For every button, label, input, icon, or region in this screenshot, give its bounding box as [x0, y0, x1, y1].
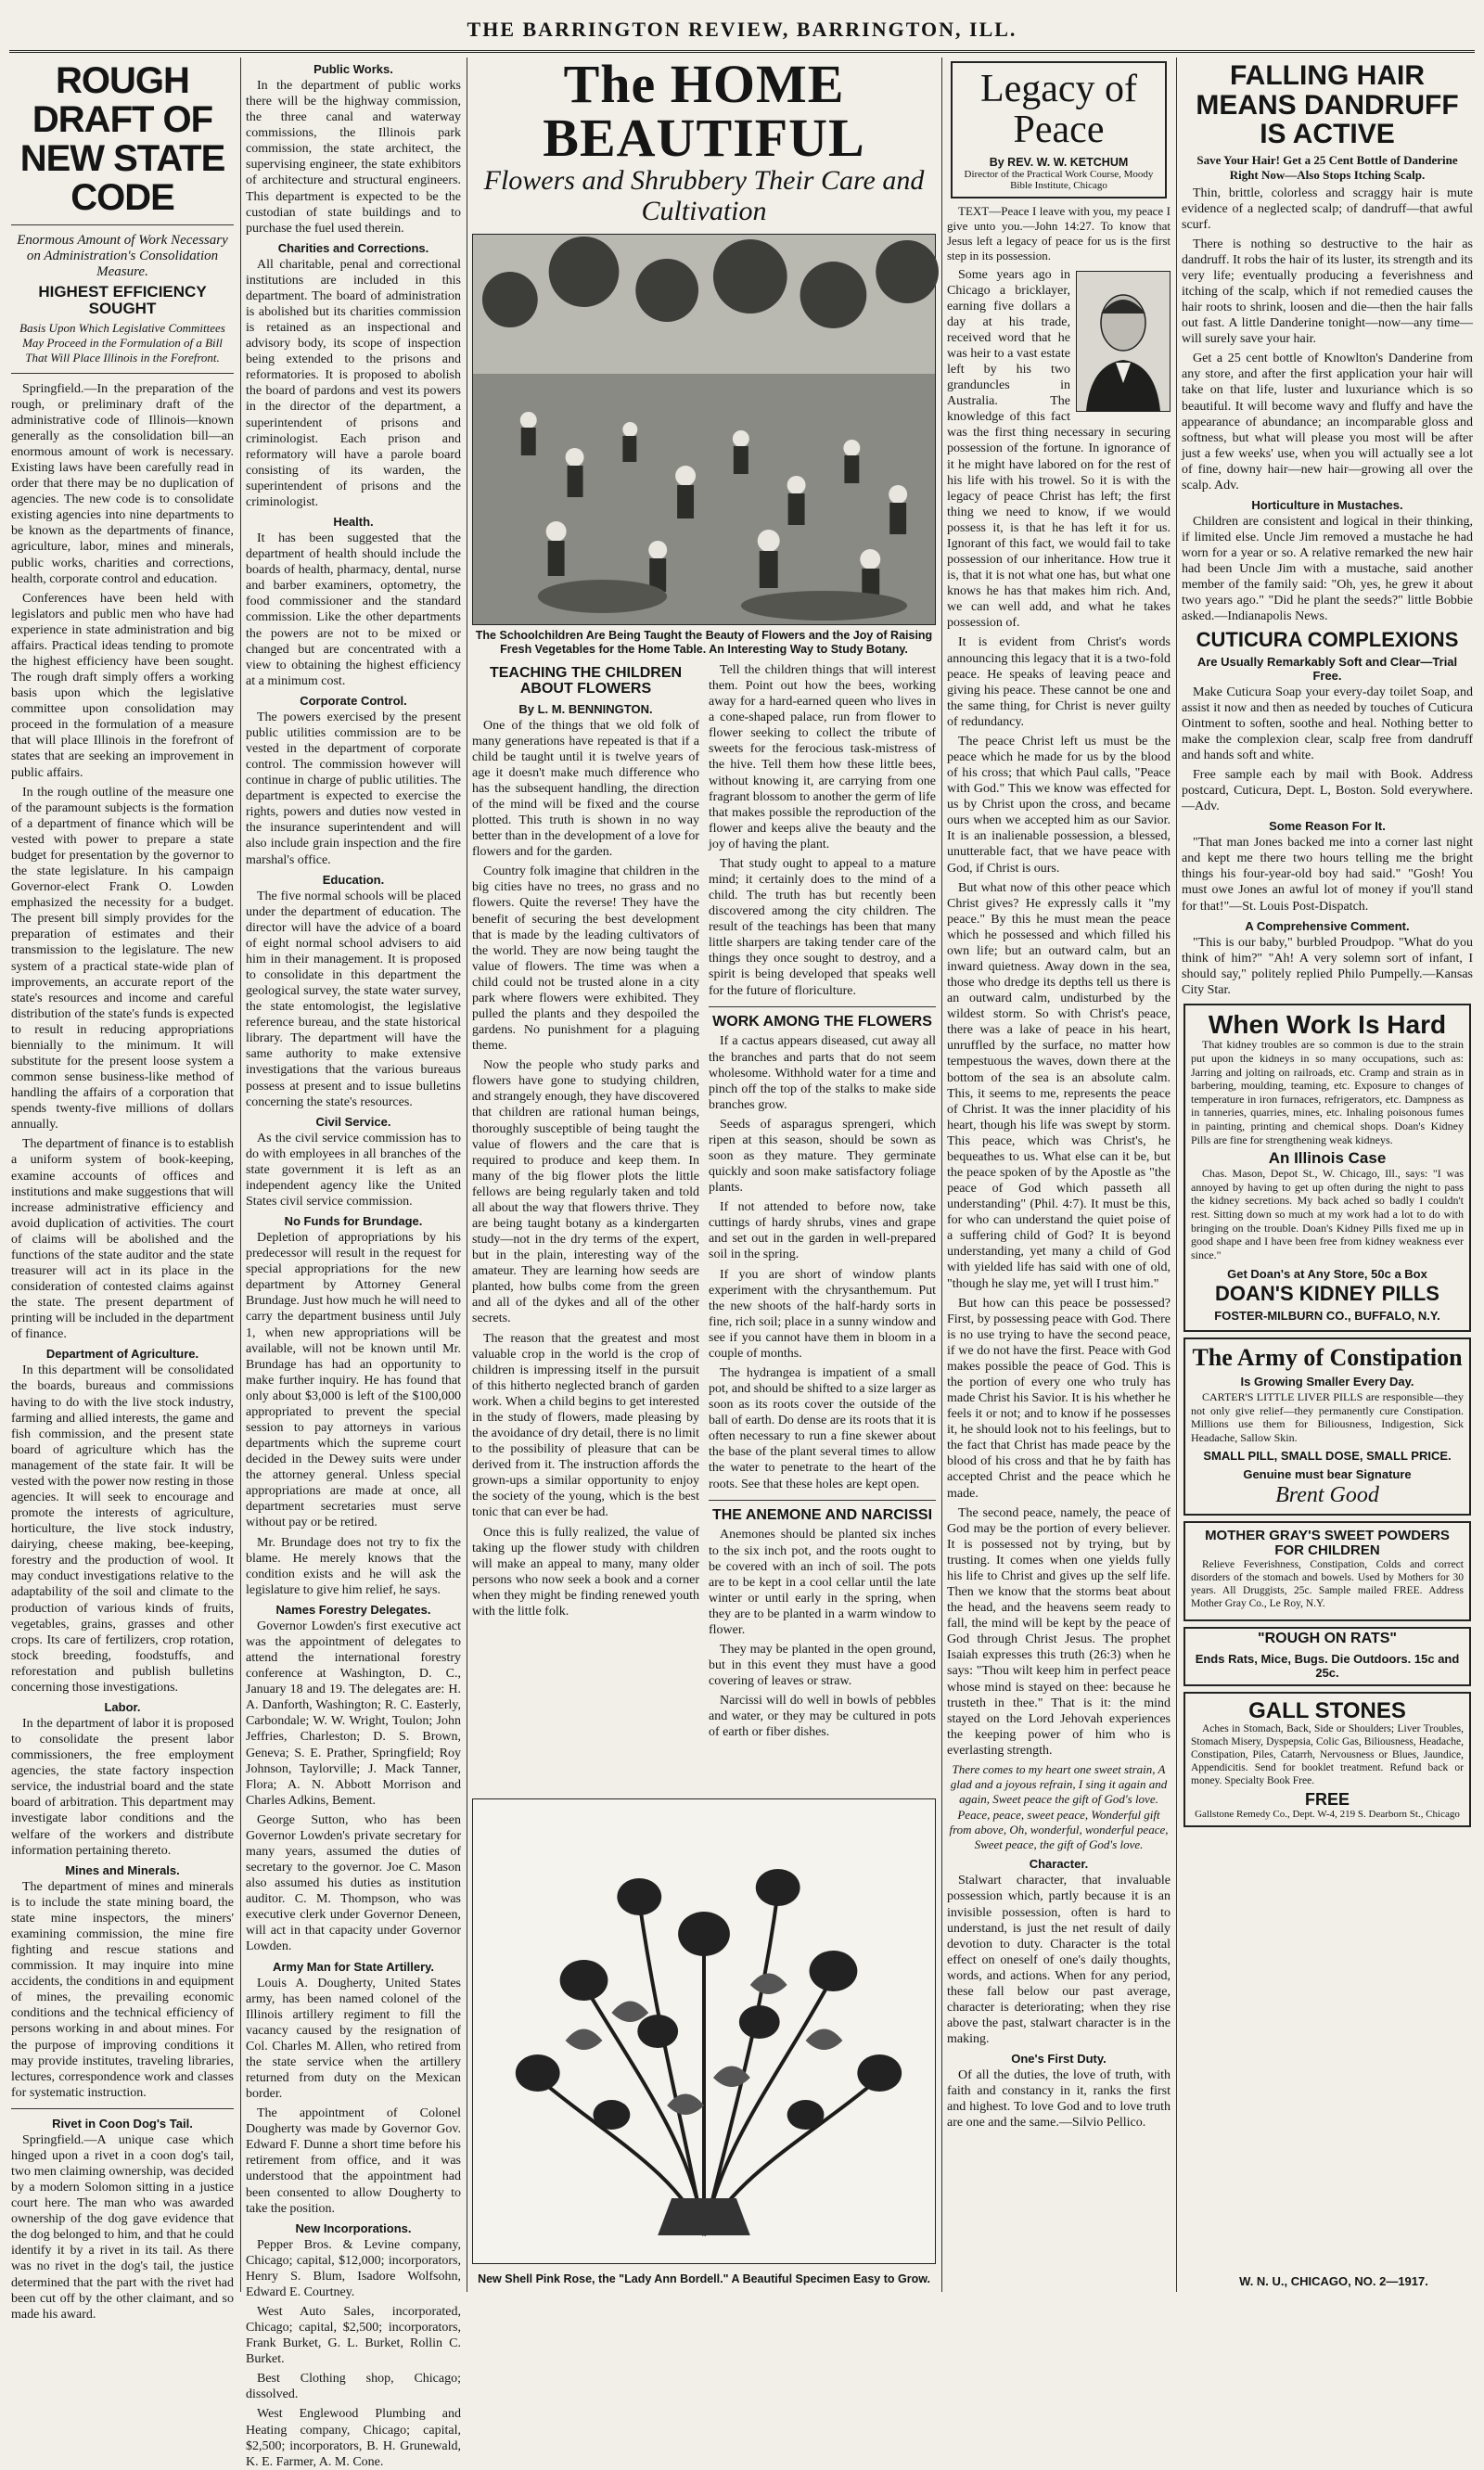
deck: Enormous Amount of Work Necessary on Administration's Consolidation Measure.	[17, 233, 228, 279]
paragraph: The department of finance is to establish a uniform system of book-keeping, examine accounts of offices and institutions and make suggestions that will increase administrative efficiency and avoid duplication of activities. The court of claims will be abolished and the functions of the state auditor and the state treasurer will act in its place in the consideration of contested claims against the state. The present department of printing will be included in the department of finance.	[11, 1137, 234, 1342]
paragraph: Governor Lowden's first executive act was the appointment of delegates to attend the international forestry conference at Washington, D. C., January 18 and 19. The delegates are: H. A. Danforth, Washington; R. C. Easterly, Carbondale; W. W. Wright, Toulon; John Jeffries, Charleston; D. S. Brown, Geneva; S. E. Prather, Springfield; Roy Johnson, Taylorville; J. Mack Tanner, Flora; A. N. Abbott Morrison and Charles Adkins, Bement.	[246, 1619, 461, 1808]
paragraph: Anemones should be planted six inches to the six inch pot, and the roots ought to be covered with an inch of soil. The pots are to be kept in a cool cellar until the late winter or until early in the spring, when they are to be planted in a warm window to flower.	[709, 1528, 936, 1637]
ketchum-portrait	[1076, 271, 1171, 412]
paragraph: The peace Christ left us must be the peace which he made for us by the blood of his cross; that which Paul calls, "Peace with God." This we know was effected for us by Christ upon the cross, and became ours when we accepted him as our Savior. It is an inalienable possession, a blessed, unutterable fact, that we have peace with God, if Christ is ours.	[947, 734, 1171, 876]
paragraph: Of all the duties, the love of truth, with faith and constancy in it, ranks the first and highest. To love God and to love truth are one and the same.—Silvio Pellico.	[947, 2068, 1171, 2131]
paragraph: Conferences have been held with legislators and public men who have had experience in state administration and big affairs. Practical ideas tending to promote the highest efficiency have been sought. The rough draft simply offers a working basis upon which the legislative committee upon consolidation may proceed in the formulation of a measure that will place Illinois in the forefront of states that are seeking an improvement in public affairs.	[11, 591, 234, 780]
mother-grays-ad	[1183, 1521, 1471, 1621]
section-heading: Civil Service.	[315, 1114, 391, 1129]
doans-brand: DOAN'S KIDNEY PILLS	[1215, 1281, 1439, 1305]
gall-stones-title: GALL STONES	[1248, 1697, 1406, 1723]
column-rule	[941, 58, 942, 2292]
section-heading: Charities and Corrections.	[277, 240, 429, 255]
section-heading: Department of Agriculture.	[45, 1347, 199, 1362]
gall-stones-free: FREE	[1304, 1790, 1350, 1810]
section-heading: A Comprehensive Comment.	[1245, 918, 1410, 933]
paragraph: Children are consistent and logical in their thinking, if limited else. Uncle Jim removed a mustache he had worn for a year or so. A relative remarked the new hair had been Uncle Jim with a mustache, said another member of the family said: "Oh, yes, he grew it about two years ago." "Did he plant the seeds?" little Bobbie asked.—Indianapolis News.	[1182, 514, 1473, 624]
paragraph: All charitable, penal and correctional institutions are included in this department. The board of administration is abolished but its charities commission is retained as an inspectional and advisory body, its scope of inspection being extended to the prisons and reformatories. It is proposed to abolish the board of pardons and vest its powers in the director of the department, a superintendent of prisons and criminologist. Each prison and reformatory will have a parole board consisting of its warden, the superintendent of prisons and the criminologist.	[246, 257, 461, 509]
section-heading: Army Man for State Artillery.	[272, 1959, 435, 1974]
carters-ad-title: The Army of Constipation	[1192, 1343, 1463, 1371]
gall-stones-address: Gallstone Remedy Co., Dept. W-4, 219 S. Dearborn St., Chicago	[1195, 1808, 1460, 1820]
paragraph: TEXT—Peace I leave with you, my peace I give unto you.—John 14:27. To know that Jesus left a legacy of peace for us is the first step in its possession.	[947, 204, 1171, 262]
headline-state-code: ROUGH DRAFT OF NEW STATE CODE	[19, 60, 225, 218]
paragraph: Country folk imagine that children in the big cities have no trees, no grass and no flowers. Quite the reverse! They have the benefit of securing the best development that is made by the leading cultivators of the world. They are now being taught the value of flowers. The time was when a child could not be trusted alone in a city park where flowers were exhibited. They pulled the plants and they despoiled the gardens. No punishment for a plaguing theme.	[472, 864, 699, 1054]
paragraph: Narcissi will do well in bowls of pebbles and water, or they may be cultured in pots of earth or fiber dishes.	[709, 1694, 936, 1740]
paragraph: If not attended to before now, take cuttings of hardy shrubs, vines and grape and set out in the garden in well-prepared soil in the spring.	[709, 1200, 936, 1262]
masthead: THE BARRINGTON REVIEW, BARRINGTON, ILL.	[9, 9, 1475, 53]
ad-text: Relieve Feverishness, Constipation, Colds and correct disorders of the stomach and bowels. Used by Mothers for 30 years. All Druggists, 25c. Sample mailed FREE. Address Mother Gray Co., Le Roy, N.Y.	[1191, 1558, 1464, 1609]
section-heading: Some Reason For It.	[1269, 819, 1386, 834]
column-state-code-continued	[246, 58, 461, 2469]
paragraph: Make Cuticura Soap your every-day toilet Soap, and assist it now and then as needed by touches of Cuticura Ointment to soften, soothe and heal. Nothing better to make the complexion clear, scalp free from dandruff and hands soft and white.	[1182, 685, 1473, 762]
column-state-code	[11, 58, 234, 2322]
section-heading: Horticulture in Mustaches.	[1251, 497, 1403, 512]
home-beautiful-title: The HOME BEAUTIFUL	[543, 54, 865, 168]
ad-text: That kidney troubles are so common is due to the strain put upon the kidneys in so many occupations, such as: Jarring and jolting on railroads, etc. Cramp and strain as in barbering, moulding, teaming, etc. Exposure to changes of temperature in iron furnaces, refrigerators, etc. Dampness as in tanneries, quarries, mines, etc. Inhaling poisonous fumes in painting, printing and chemical shops. Doan's Kidney Pills are fine for strengthening weak kidneys.	[1191, 1038, 1464, 1146]
photo-caption: The Schoolchildren Are Being Taught the Beauty of Flowers and the Joy of Raising Fresh Vegetables for the Home Table. An Interesting Way to Study Botany.	[475, 629, 933, 656]
dandruff-deck: Save Your Hair! Get a 25 Cent Bottle of Danderine Right Now—Also Stops Itching Scalp.	[1196, 152, 1458, 182]
section-heading: Mines and Minerals.	[65, 1862, 180, 1877]
paragraph: The five normal schools will be placed under the department of education. The director will have the advice of a board of eight normal school advisers to aid him in their management. It is proposed to consolidate in this department the geological survey, the state water survey, the state entomologist, the legislative reference bureau, and the state historical library. The department will have the same authority to make extensive investigations that the various bureaus possess at present and to issue bulletins concerning the state's resources.	[246, 889, 461, 1109]
column-advertisements	[1182, 58, 1473, 2264]
paragraph: Now the people who study parks and flowers have gone to studying children, and strangely enough, they have discovered that children are rational human beings, thoroughly susceptible of being taught the value of flowers and the care that is required to produce and keep them. In many of the big flower plots the little fellows are being regularly taken and told all about the way that flowers thrive. They are being taught botany as a kindergarten study—not in the dry terms of the expert, but in the plain, interesting way of the amateur. They are learning how seeds are planted, how bulbs come from the green and all of the dykes and all of the other secrets.	[472, 1058, 699, 1326]
legacy-byline-title: Director of the Practical Work Course, Moody Bible Institute, Chicago	[964, 169, 1154, 192]
paragraph: That study ought to appeal to a mature mind; it certainly does to the mind of a child. The truth has but recently been discovered among the city children. The result of the teachings has been that many little sharpers are taking tender care of the things they once sought to destroy, and a spirit is being developed that speaks well for the future of floriculture.	[709, 856, 936, 998]
carters-ad-signature-label: Genuine must bear Signature	[1243, 1467, 1412, 1482]
paragraph: The appointment of Colonel Dougherty was made by Governor Gov. Edward F. Dunne a short time before his retirement from office, and it was understood that the appointment had been consented to allow Dougherty to take the position.	[246, 2106, 461, 2216]
dandruff-headline: FALLING HAIR MEANS DANDRUFF IS ACTIVE	[1196, 60, 1459, 149]
paragraph: If a cactus appears diseased, cut away all the branches and parts that do not seem wholesome. Withhold water for a time and pinch off the top of the stalks to make side branches grow.	[709, 1034, 936, 1112]
rough-on-rats-title: "ROUGH ON RATS"	[1258, 1631, 1397, 1647]
paragraph: The second peace, namely, the peace of God may be the portion of every believer. It is possessed not by trying, but by trusting. It comes when one yields fully his life to Christ and gives up the self life. Then we know that the storms beat about the head, and the heavens seem ready to fall, the mind will be kept by the peace of God through Christ Jesus. The prophet Isaiah expresses this truth (26:3) when he says: "Thou wilt keep him in perfect peace whose mind is stayed on thee: because he trusteth in thee." That is it: the mind stayed on the Lord Jehovah experiences the keeping power of him who is everlasting strength.	[947, 1505, 1171, 1758]
paragraph: In the rough outline of the measure one of the paramount subjects is the formation of a department of finance which will be vested with power to prepare a state budget for presentation by the governor to the state legislature. In his campaign Governor-elect Frank O. Lowden emphasized the necessity for a budget. The present bill simply provides for the preparation of estimates and their transmission to the legislature. The new system of a practical state-wide plan of improvements, an accurate report of the state's resources and income and careful distribution of the state's funds is expected to result in reducing appropriations biennially to the minimum. It will substitute for the present loose system a common sense business-like method of handling the affairs of a corporation that spends twenty-five millions of dollars annually.	[11, 785, 234, 1133]
hymn-verse: There comes to my heart one sweet strain, A glad and a joyous refrain, I sing it again and again, Sweet peace the gift of God's love. Peace, peace, sweet peace, Wonderful gift from above, Oh, wonderful, wonderful peace, Sweet peace, the gift of God's love.	[949, 1761, 1169, 1852]
doans-ad	[1183, 1004, 1471, 1332]
section-heading: One's First Duty.	[1011, 2052, 1107, 2067]
column-home-beautiful	[472, 54, 936, 2292]
section-heading: No Funds for Brundage.	[284, 1214, 423, 1229]
rough-on-rats-text: Ends Rats, Mice, Bugs. Die Outdoors. 15c and 25c.	[1195, 1651, 1460, 1680]
column-legacy-of-peace	[947, 58, 1171, 2292]
article-heading: WORK AMONG THE FLOWERS	[712, 1013, 932, 1030]
rose-photo	[472, 1798, 936, 2264]
paragraph: West Auto Sales, incorporated, Chicago; capital, $2,500; incorporators, Frank Burket, G. L. Burket, Rollin C. Burket.	[246, 2305, 461, 2367]
ad-text: CARTER'S LITTLE LIVER PILLS are responsible—they not only give relief—they permanently cure Constipation. Millions use them for Biliousness, Indigestion, Sick Headache, Sallow Skin.	[1191, 1389, 1464, 1444]
doans-price: Get Doan's at Any Store, 50c a Box	[1227, 1266, 1427, 1281]
paragraph: Stalwart character, that invaluable possession which, partly because it is an invisible possession, often is hard to understand, is just the net result of daily devotion to duty. Character is the total effect on oneself of one's daily thoughts, words, and actions. When for any period, these fall below our past average, character is deteriorating; when they rise above the past, stalwart character is in the making.	[947, 1874, 1171, 2047]
doans-maker: FOSTER-MILBURN CO., BUFFALO, N.Y.	[1214, 1308, 1440, 1323]
paragraph: It is evident from Christ's words announcing this legacy that it is a two-fold peace. He speaks of leaving peace and giving his peace. These cannot be one and the same thing, for Christ is never guilty of redundancy.	[947, 635, 1171, 729]
paragraph: "This is our baby," burbled Proudpop. "What do you think of him?" "Ah! A very solemn sort of infant, I should say," politely replied Philo Pumpelly.—Kansas City Star.	[1182, 935, 1473, 997]
carters-ad-line: SMALL PILL, SMALL DOSE, SMALL PRICE.	[1203, 1449, 1452, 1464]
paragraph: In the department of public works there will be the highway commission, the three canal and waterway commissions, the Illinois park commission, the state architect, the supervising engineer, the state exhibitors of architecture and structural engineers. This department is expected to be the custodian of state buildings and to purchase the fuel used therein.	[246, 79, 461, 236]
paragraph: There is nothing so destructive to the hair as dandruff. It robs the hair of its luster, its strength and its very life; eventually producing a feverishness and itching of the scalp, which if not remedied causes the hair roots to shrink, loosen and die—then the hair falls out fast. A little Danderine tonight—now—any time—will surely save your hair.	[1182, 237, 1473, 347]
article-byline: By L. M. BENNINGTON.	[518, 701, 653, 716]
paragraph: George Sutton, who has been Governor Lowden's private secretary for many years, assumed the duties of secretary to the governor. Joe C. Mason also assumed his duties as institution auditor. C. M. Thompson, who was executive clerk under Governor Deneen, will act in that capacity under Governor Lowden.	[246, 1812, 461, 1954]
section-heading: Education.	[322, 872, 385, 887]
paragraph: Louis A. Dougherty, United States army, has been named colonel of the Illinois artillery regiment to fill the vacancy caused by the resignation of Col. Charles M. Allen, who retired from the state service when the artillery returned from duty on the Mexican border.	[246, 1976, 461, 2102]
column-rule	[1176, 58, 1177, 2292]
section-heading: Health.	[333, 515, 374, 530]
paragraph: It has been suggested that the department of health should include the boards of health, pharmacy, dental, nurse and barber examiners, optometry, the food commissioner and the standard commission. Like the other departments the powers are not to be mixed or changed but are concentrated with a view to obtaining the highest efficiency at a minimum cost.	[246, 531, 461, 688]
paragraph: In the department of labor it is proposed to consolidate the present labor commissioners, the free employment agencies, the state factory inspection service, the industrial board and the state board of arbitration. This department may investigate labor conditions and the welfare of the workers and distribute information pertaining thereto.	[11, 1717, 234, 1858]
paragraph: Springfield.—In the preparation of the rough, or preliminary draft of the administrative code of Illinois—known generally as the consolidation bill—an enormous amount of work is necessary. Existing laws have been carefully read in order that there may be no duplication of agencies. The new code is to consolidate existing agencies into nine departments to be known as the departments of finance, agriculture, labor, mines and minerals, public works, charities and corrections, health, corporate control and education.	[11, 381, 234, 586]
paragraph: In this department will be consolidated the boards, bureaus and commissions having to do with the live stock industry, farming and allied interests, the game and fish commission, and the present state board of agriculture which has the management of the state fair. It will be vested with the power now resting in those agencies. It will seek to encourage and promote the interests of agriculture, horticulture, the live stock industry, dairying, cheese making, bee-keeping, forestry and the production of wool. It may conduct investigations relative to the adaptability of the soil and climate to the production of various kinds of fruits, vegetables, grains, grasses and other crops. Its care of fertilizers, crop rotation, stock breeding, foodstuffs, and reforestation and publish bulletins concerning those investigations.	[11, 1363, 234, 1695]
ad-text: Aches in Stomach, Back, Side or Shoulders; Liver Troubles, Stomach Misery, Dyspepsia, Colic Gas, Biliousness, Headache, Constipation, Piles, Catarrh, Nervousness or Blues, Jaundice, Appendicitis. Send for booklet treatment. Refund back or money. Specialty Book Free.	[1191, 1723, 1464, 1787]
paragraph: "That man Jones backed me into a corner last night and kept me there two hours telling me the bright things his four-year-old boy had said." "Gosh! You must owe Jones an awful lot of money if you'll stand for that!"—St. Louis Post-Dispatch.	[1182, 836, 1473, 914]
carters-signature: Brent Good	[1275, 1483, 1379, 1508]
paragraph: But how can this peace be possessed? First, by possessing peace with God. There is no use trying to have the second peace, if we do not have the first. Peace with God makes possible the peace of God. This is the portion of every one who truly has made Christ his Savior. It is his whether he feels it or not; and to know if he possesses it, he should look not to his feelings, but to the fact that Christ has made peace by the blood of his cross and that he by faith has accepted Christ and the peace which he made.	[947, 1296, 1171, 1501]
carters-ad	[1183, 1337, 1471, 1517]
schoolchildren-garden-photo	[472, 234, 936, 625]
rough-on-rats-ad	[1183, 1627, 1471, 1686]
paragraph: Best Clothing shop, Chicago; dissolved.	[246, 2372, 461, 2402]
section-heading: Public Works.	[313, 62, 393, 76]
paragraph: The department of mines and minerals is to include the state mining board, the state mine inspectors, the miners' examining commission, the mine fire fighting and rescue stations and commission. It may inquire into mine accidents, the conditions in and equipment of mines, the prevailing economic conditions and the technical efficiency of persons working in and about mines. For the purpose of improving conditions it may provide institutes, traveling libraries, lectures, correspondence work and classes for systematic instruction.	[11, 1879, 234, 2100]
paragraph: Tell the children things that will interest them. Point out how the bees, working away for a hard-earned queen who lives in a cone-shaped palace, run from flower to flower seeking to collect the tribute of sweets for the ferocious task-mistress of the hive. Tell them how these little bees, without knowing it, are carrying from one fragrant blossom to another the germ of life that makes possible the reproduction of the flower and keeps alive the beauty and the joy of having the plant.	[709, 663, 936, 851]
paragraph: Get a 25 cent bottle of Knowlton's Danderine from any store, and after the first application your hair will take on that life, luster and luxuriance which is so beautiful. It will become wavy and fluffy and have the appearance of abundance; an incomparable gloss and softness, but what will please you most will be after just a few weeks' use, when you will actually see a lot of fine, downy hair—new hair—growing all over the scalp. Adv.	[1182, 352, 1473, 493]
gall-stones-ad	[1183, 1692, 1471, 1827]
paragraph: Thin, brittle, colorless and scraggy hair is mute evidence of a neglected scalp; of dandruff—that awful scurf.	[1182, 186, 1473, 232]
mother-grays-title: MOTHER GRAY'S SWEET POWDERS FOR CHILDREN	[1205, 1528, 1450, 1559]
paragraph: The hydrangea is impatient of a small pot, and should be shifted to a size larger as soon as its roots cover the outside of the ball of earth. Do dense are its roots that it is often necessary to run a fine skewer about the base of the plant several times to allow the water to penetrate to the heart of the roots. See that these holes are kept open.	[709, 1366, 936, 1491]
home-beautiful-subtitle: Flowers and Shrubbery Their Care and Cultivation	[483, 165, 925, 226]
paragraph: Depletion of appropriations by his predecessor will result in the request for special appropriations for the new department by Attorney General Brundage. Just how much he will need to carry the department business until July 1, when new appropriations will be available, will not be known until Mr. Brundage has had an opportunity to make further inquiry. He has found that only about $3,000 is left of the $100,000 appropriated to prevent the special session to pay attorneys in various departments which the supreme court decided in the Dewey suits were under the attorney general. Unless special appropriations are made at once, all department secretaries must serve without pay or be retired.	[246, 1231, 461, 1530]
paragraph: But what now of this other peace which Christ gives? He expressly calls it "my peace." By this he must mean the peace which he possessed and which filled his own life; but an outward calm, but an inward quietness. Away down in the sea, those who dredge its depths tell us there is an outward calm, undisturbed by the wildest storm. So with Christ's peace, there was a lake of peace in his heart, unruffled by the surface, no matter how tempestuous the waves, down there at the bottom of the sea is an absolute calm. This, it seems to me, represents the peace of Christ. It was the inner placidity of his heart, though his life was swept by storm. This peace, which was Christ's, he bequeathes to us. What else can it be, but the peace spoken of by the Apostle as "the peace of God which passeth all understanding" (Phil. 4:7). It must be this, for who can understand the quiet poise of a suffering child of God? It is beyond understanding, yet many a child of God with yielded life has said with one of old, "though he slay me, yet will I trust him."	[947, 880, 1171, 1291]
doans-ad-case: An Illinois Case	[1268, 1149, 1387, 1168]
cuticura-deck: Are Usually Remarkably Soft and Clear—Trial Free.	[1196, 654, 1458, 683]
paragraph: The powers exercised by the present public utilities commission are to be vested in the department of corporate control. The commission however will continue in charge of public utilities. The department is expected to exercise the rights, powers and duties now vested in the insurance superintendent and will also include grain inspection and the fire marshal's office.	[246, 710, 461, 867]
section-heading: Rivet in Coon Dog's Tail.	[52, 2116, 193, 2131]
legacy-title-box	[951, 61, 1167, 198]
section-heading: Names Forestry Delegates.	[275, 1602, 431, 1617]
paragraph: Seeds of asparagus sprengeri, which ripen at this season, should be sown as soon as they mature. They germinate quickly and soon make satisfactory foliage plants.	[709, 1117, 936, 1196]
doans-ad-title: When Work Is Hard	[1208, 1009, 1447, 1039]
article-heading: TEACHING THE CHILDREN ABOUT FLOWERS	[489, 665, 683, 697]
carters-ad-subtitle: Is Growing Smaller Every Day.	[1240, 1374, 1414, 1389]
paragraph: Free sample each by mail with Book. Address postcard, Cuticura, Dept. L, Boston. Sold everywhere.—Adv.	[1182, 768, 1473, 814]
section-heading: Corporate Control.	[300, 693, 407, 708]
paragraph: Pepper Bros. & Levine company, Chicago; capital, $12,000; incorporators, Henry S. Blum, Isadore Wolfsohn, Edward E. Courtney.	[246, 2237, 461, 2299]
deck: Basis Upon Which Legislative Committees May Proceed in the Formulation of a Bill That Will Place Illinois in the Forefront.	[19, 320, 225, 365]
paragraph: Some years ago in Chicago a bricklayer, earning five dollars a day at his trade, received word that he was heir to a vast estate left by his two granduncles in Australia. The knowledge of this fact was the first thing necessary in securing possession of the fortune. In ignorance of it he might have labored on for the rest of his life with his trowel. So it is with the legacy of peace Christ has left; the first thing we need to know, if we would possess it, is that he has left it for us. Ignorant of this fact, we would fail to take possession of our inheritance. How true it is, that it is not what one has, but what one knows he has that makes him rich. And, we can well add, and what he takes possession of.	[947, 267, 1171, 631]
deck-highlight: HIGHEST EFFICIENCY SOUGHT	[38, 283, 207, 317]
legacy-byline: By REV. W. W. KETCHUM	[989, 156, 1129, 170]
cuticura-headline: CUTICURA COMPLEXIONS	[1196, 627, 1459, 651]
paragraph: Springfield.—A unique case which hinged upon a rivet in a coon dog's tail, two men claiming ownership, was decided by a modern Solomon sitting in a justice court here. The man who was awarded ownership of the dog gave evidence that the dog belonged to him, and that he could identify it by a rivet in its tail. As there was no rivet in the dog's tail, the justice determined that the part with the rivet had been cut off by the other claimant, and so made his award.	[11, 2132, 234, 2322]
paragraph: One of the things that we old folk of many generations have repeated is that if a child be taught until it is twelve years of age it doesn't make much difference who has the subsequent handling, the direction of the mind will be fixed and the course plotted. This truth is shown in no way better than in the development of a love for flowers and for the garden.	[472, 718, 699, 860]
paragraph: Mr. Brundage does not try to fix the blame. He merely knows that the condition exists and he will ask the legislature to give him relief, he says.	[246, 1535, 461, 1597]
section-heading: Character.	[1029, 1857, 1089, 1872]
rose-caption: New Shell Pink Rose, the "Lady Ann Bordell." A Beautiful Specimen Easy to Grow.	[478, 2272, 930, 2285]
section-heading: New Incorporations.	[295, 2220, 412, 2235]
legacy-title: Legacy of Peace	[979, 68, 1138, 152]
section-heading: Labor.	[104, 1700, 141, 1715]
column-rule	[240, 58, 241, 2292]
article-heading: THE ANEMONE AND NARCISSI	[711, 1506, 933, 1523]
paragraph: The reason that the greatest and most valuable crop in the world is the crop of children is impressing itself in the pursuit of this hitherto neglected branch of garden work. When a child begins to get interested in the study of flowers, made pleasing by the avoidance of dry detail, there is no limit to the possibility of pleasure that can be derived from it. The instruction affords the grown-ups a similar opportunity to enjoy the society of the young, which is the best tonic that can ever be had.	[472, 1331, 699, 1520]
ad-text: Chas. Mason, Depot St., W. Chicago, Ill., says: "I was annoyed by having to get up often during the night to pass the kidney secretions. My back ached so badly I couldn't rest. Sitting down so much at my work had a lot to do with bringing on the trouble. Doan's Kidney Pills fixed me up in good shape and I have been free from kidney weakness ever since."	[1191, 1167, 1464, 1261]
paragraph: Once this is fully realized, the value of taking up the flower study with children will make an appeal to many, many older persons who now seek a book and a corner when they might be finding renewed youth with the little folk.	[472, 1525, 699, 1619]
paragraph: They may be planted in the open ground, but in this event they must have a good covering of leaves or straw.	[709, 1642, 936, 1689]
footer-wnu: W. N. U., CHICAGO, NO. 2—1917.	[1239, 2274, 1428, 2288]
paragraph: West Englewood Plumbing and Heating company, Chicago; capital, $2,500; incorporators, B. H. Grunewald, K. E. Farmer, A. M. Cone.	[246, 2407, 461, 2469]
paragraph: If you are short of window plants experiment with the chrysanthemum. Put the new shoots of the half-hardy sorts in fine, rich soil; place in a sunny window and see if you cannot have them in bloom in a couple of months.	[709, 1267, 936, 1361]
paragraph: As the civil service commission has to do with employees in all branches of the state government it is left as an independent agency like the United States civil service commission.	[246, 1131, 461, 1209]
